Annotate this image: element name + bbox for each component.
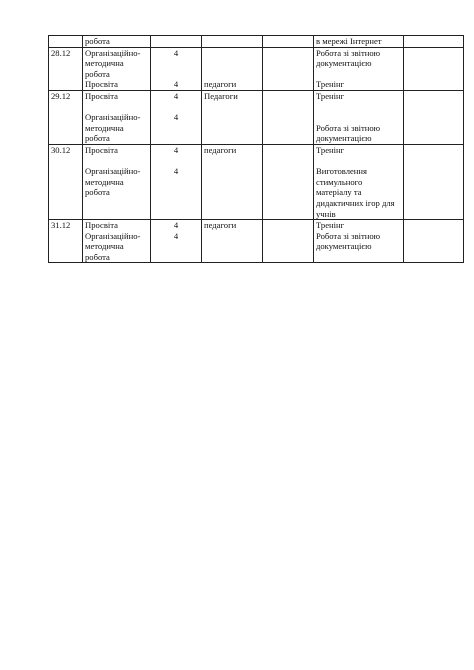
form-text: документацією <box>316 241 372 252</box>
date-cell <box>49 144 83 219</box>
activity-text: робота <box>85 36 110 46</box>
form-text: учнів <box>316 208 336 219</box>
form-text: матеріалу та <box>316 187 362 198</box>
activity-text: Організаційно- <box>85 47 141 58</box>
activity-text: робота <box>85 133 110 144</box>
table-row <box>49 144 464 219</box>
form-text: Робота зі звітною <box>316 122 381 133</box>
table-row <box>49 47 464 90</box>
activity-text: робота <box>85 251 110 262</box>
activity-text: Організаційно- <box>85 166 141 177</box>
form-text: дидактичних ігор для <box>316 197 395 208</box>
form-cell <box>314 47 404 90</box>
form-text: Виготовлення <box>316 166 367 177</box>
extra-cell <box>263 144 314 219</box>
hours-cell <box>151 47 202 90</box>
audience-text: педагоги <box>204 220 237 231</box>
form-text: Робота зі звітною <box>316 230 381 241</box>
form-cell <box>314 144 404 219</box>
form-cell <box>314 90 404 144</box>
audience-text: педагоги <box>204 144 237 155</box>
hours-cell <box>151 36 202 48</box>
form-cell <box>314 220 404 263</box>
form-text: Тренінг <box>316 144 345 155</box>
hours-text: 4 <box>173 112 179 123</box>
activity-cell <box>83 47 151 90</box>
activity-text: методична <box>85 241 124 252</box>
activity-cell <box>83 220 151 263</box>
hours-text: 4 <box>173 166 179 177</box>
form-cell <box>314 36 404 48</box>
audience-text: Педагоги <box>204 90 238 101</box>
form-text: Тренінг <box>316 90 345 101</box>
activity-cell <box>83 144 151 219</box>
note-cell <box>404 47 464 90</box>
activity-text: Просвіта <box>85 220 118 231</box>
activity-text: методична <box>85 122 124 133</box>
form-text: Робота зі звітною <box>316 47 381 58</box>
audience-cell <box>202 220 263 263</box>
activity-text: Просвіта <box>85 90 118 101</box>
audience-cell <box>202 144 263 219</box>
extra-cell <box>263 36 314 48</box>
activity-text: Організаційно- <box>85 112 141 123</box>
form-text: документацією <box>316 133 372 144</box>
date-cell <box>49 90 83 144</box>
date-cell <box>49 36 83 48</box>
activity-text: Організаційно- <box>85 230 141 241</box>
audience-text: педагоги <box>204 79 237 90</box>
schedule-table <box>48 35 464 263</box>
table-row <box>49 220 464 263</box>
table-row <box>49 36 464 48</box>
hours-text: 4 <box>173 79 179 90</box>
note-cell <box>404 144 464 219</box>
table-row <box>49 90 464 144</box>
activity-text: робота <box>85 68 110 79</box>
form-text: Тренінг <box>316 79 345 90</box>
activity-text: Просвіта <box>85 144 118 155</box>
hours-cell <box>151 144 202 219</box>
audience-cell <box>202 90 263 144</box>
date-text: 28.12 <box>51 47 71 58</box>
activity-text: методична <box>85 176 124 187</box>
form-text: документацією <box>316 58 372 69</box>
date-text: 30.12 <box>51 144 71 155</box>
date-cell <box>49 47 83 90</box>
hours-text: 4 <box>173 90 179 101</box>
activity-text: робота <box>85 187 110 198</box>
note-cell <box>404 220 464 263</box>
audience-cell <box>202 36 263 48</box>
audience-cell <box>202 47 263 90</box>
date-text: 31.12 <box>51 220 71 231</box>
extra-cell <box>263 47 314 90</box>
hours-text: 4 <box>173 47 179 58</box>
hours-cell <box>151 90 202 144</box>
hours-cell <box>151 220 202 263</box>
activity-text: методична <box>85 58 124 69</box>
note-cell <box>404 90 464 144</box>
extra-cell <box>263 220 314 263</box>
date-cell <box>49 220 83 263</box>
hours-text: 4 <box>173 144 179 155</box>
hours-text: 4 <box>173 220 179 231</box>
date-text: 29.12 <box>51 90 71 101</box>
form-text: Тренінг <box>316 220 345 231</box>
hours-text: 4 <box>173 230 179 241</box>
extra-cell <box>263 90 314 144</box>
form-text: стимульного <box>316 176 363 187</box>
activity-cell <box>83 90 151 144</box>
activity-cell <box>83 36 151 48</box>
form-text: в мережі Інтернет <box>316 36 382 46</box>
note-cell <box>404 36 464 48</box>
activity-text: Просвіта <box>85 79 118 90</box>
